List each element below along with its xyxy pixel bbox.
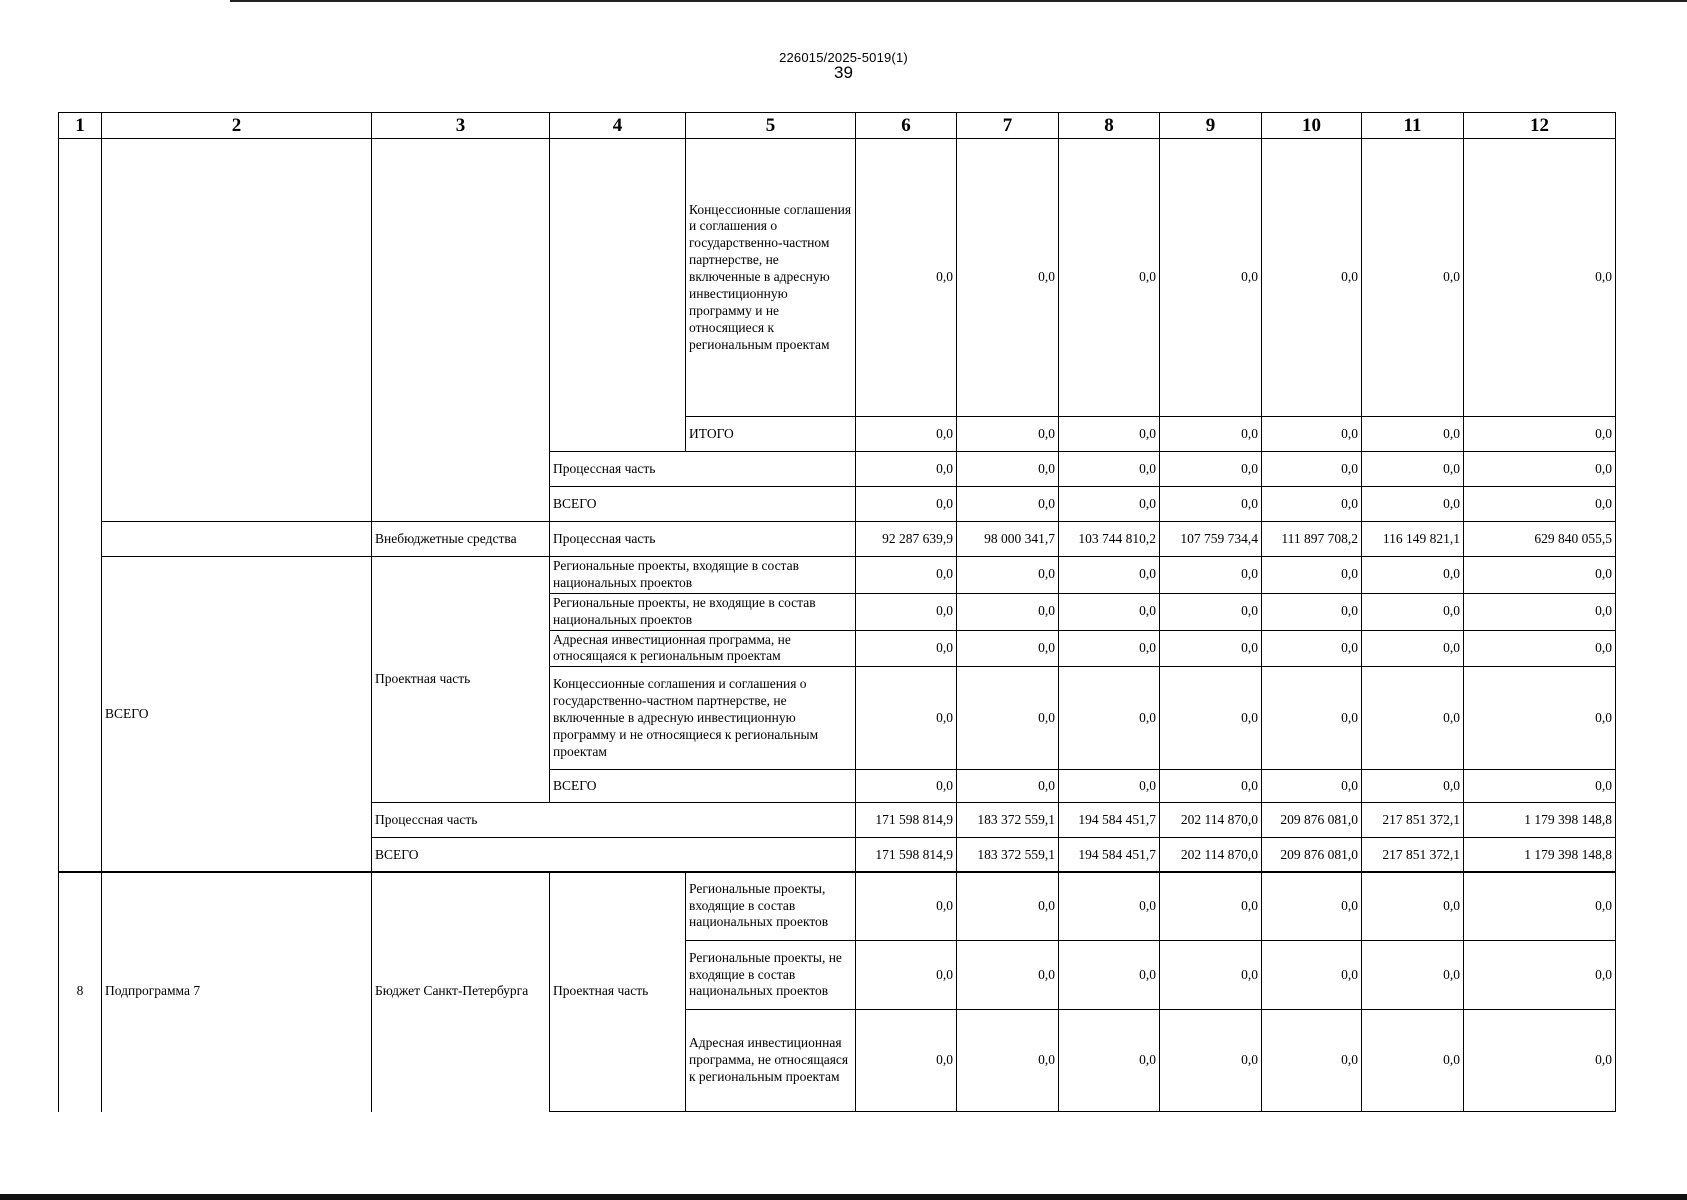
project-type-cell: Региональные проекты, входящие в состав национальных проектов <box>686 872 856 941</box>
value-cell: 1 179 398 148,8 <box>1464 803 1616 838</box>
table-row <box>59 139 1616 417</box>
part-cell <box>550 139 686 452</box>
process-part-label: Процессная часть <box>550 452 856 487</box>
value-cell: 183 372 559,1 <box>957 838 1059 873</box>
name-cell <box>102 139 372 522</box>
project-part-label: Проектная часть <box>550 872 686 1112</box>
value-cell: 0,0 <box>957 593 1059 630</box>
value-cell: 0,0 <box>1059 452 1160 487</box>
value-cell: 0,0 <box>1362 872 1464 941</box>
value-cell: 0,0 <box>1059 593 1160 630</box>
value-cell: 0,0 <box>1160 452 1262 487</box>
value-cell: 0,0 <box>1262 417 1362 452</box>
value-cell: 0,0 <box>1160 770 1262 803</box>
value-cell: 0,0 <box>957 417 1059 452</box>
project-part-label: Проектная часть <box>372 557 550 803</box>
document-id: 226015/2025-5019(1) <box>779 50 908 65</box>
value-cell: 0,0 <box>1262 872 1362 941</box>
value-cell: 0,0 <box>1262 630 1362 667</box>
row-number-cell: 8 <box>59 872 102 1112</box>
value-cell: 0,0 <box>1464 593 1616 630</box>
column-header: 1 <box>59 113 102 139</box>
value-cell: 0,0 <box>1059 487 1160 522</box>
value-cell: 209 876 081,0 <box>1262 838 1362 873</box>
value-cell: 0,0 <box>1464 872 1616 941</box>
value-cell: 0,0 <box>1262 593 1362 630</box>
value-cell: 98 000 341,7 <box>957 522 1059 557</box>
project-type-cell: Концессионные соглашения и соглашения о государственно-частном партнерстве, не включенные в адресную инвестиционную программу и не относящиеся к региональным проектам <box>550 667 856 770</box>
value-cell: 0,0 <box>1160 667 1262 770</box>
value-cell: 0,0 <box>957 139 1059 417</box>
value-cell: 0,0 <box>957 452 1059 487</box>
value-cell: 0,0 <box>1160 872 1262 941</box>
value-cell: 0,0 <box>1362 417 1464 452</box>
value-cell: 0,0 <box>1059 941 1160 1010</box>
column-header: 7 <box>957 113 1059 139</box>
value-cell: 202 114 870,0 <box>1160 838 1262 873</box>
table-row <box>59 557 1616 594</box>
value-cell: 0,0 <box>1262 452 1362 487</box>
value-cell: 0,0 <box>856 593 957 630</box>
page-bottom-border <box>0 1194 1687 1200</box>
value-cell: 0,0 <box>1464 557 1616 594</box>
value-cell: 0,0 <box>1059 630 1160 667</box>
subprogram-table <box>58 871 1616 1112</box>
value-cell: 0,0 <box>856 667 957 770</box>
column-header: 12 <box>1464 113 1616 139</box>
value-cell: 111 897 708,2 <box>1262 522 1362 557</box>
value-cell: 0,0 <box>957 1010 1059 1112</box>
value-cell: 194 584 451,7 <box>1059 803 1160 838</box>
column-header: 11 <box>1362 113 1464 139</box>
value-cell: 0,0 <box>957 667 1059 770</box>
value-cell: 0,0 <box>1362 487 1464 522</box>
value-cell: 0,0 <box>1362 630 1464 667</box>
value-cell: 0,0 <box>1362 557 1464 594</box>
value-cell: 0,0 <box>856 487 957 522</box>
value-cell: 92 287 639,9 <box>856 522 957 557</box>
vsego-label: ВСЕГО <box>550 770 856 803</box>
value-cell: 629 840 055,5 <box>1464 522 1616 557</box>
value-cell: 0,0 <box>1262 557 1362 594</box>
value-cell: 194 584 451,7 <box>1059 838 1160 873</box>
value-cell: 0,0 <box>957 770 1059 803</box>
column-header: 2 <box>102 113 372 139</box>
value-cell: 0,0 <box>1059 139 1160 417</box>
value-cell: 0,0 <box>1160 139 1262 417</box>
value-cell: 0,0 <box>1464 417 1616 452</box>
value-cell: 0,0 <box>856 417 957 452</box>
value-cell: 0,0 <box>1362 770 1464 803</box>
vsego-total-name: ВСЕГО <box>102 557 372 873</box>
value-cell: 0,0 <box>856 872 957 941</box>
column-header: 9 <box>1160 113 1262 139</box>
value-cell: 0,0 <box>1160 1010 1262 1112</box>
table-row <box>59 522 1616 557</box>
vsego-label: ВСЕГО <box>372 838 856 873</box>
value-cell: 0,0 <box>856 770 957 803</box>
value-cell: 0,0 <box>1262 487 1362 522</box>
row-number-cell <box>59 139 102 873</box>
value-cell: 171 598 814,9 <box>856 803 957 838</box>
value-cell: 0,0 <box>856 941 957 1010</box>
value-cell: 0,0 <box>1464 1010 1616 1112</box>
value-cell: 0,0 <box>1362 452 1464 487</box>
value-cell: 217 851 372,1 <box>1362 838 1464 873</box>
value-cell: 0,0 <box>1160 487 1262 522</box>
name-cell <box>102 522 372 557</box>
value-cell: 0,0 <box>1464 770 1616 803</box>
value-cell: 209 876 081,0 <box>1262 803 1362 838</box>
value-cell: 202 114 870,0 <box>1160 803 1262 838</box>
column-header: 4 <box>550 113 686 139</box>
value-cell: 183 372 559,1 <box>957 803 1059 838</box>
column-number-row <box>59 113 1616 139</box>
itogo-label: ИТОГО <box>686 417 856 452</box>
value-cell: 0,0 <box>1262 770 1362 803</box>
value-cell: 0,0 <box>1464 667 1616 770</box>
project-type-cell: Региональные проекты, не входящие в состав национальных проектов <box>550 593 856 630</box>
value-cell: 107 759 734,4 <box>1160 522 1262 557</box>
budget-source: Бюджет Санкт-Петербурга <box>372 872 550 1112</box>
value-cell: 116 149 821,1 <box>1362 522 1464 557</box>
page-top-border <box>230 0 1687 2</box>
page-number: 39 <box>834 63 853 82</box>
project-type-cell: Адресная инвестиционная программа, не относящаяся к региональным проектам <box>550 630 856 667</box>
column-header: 5 <box>686 113 856 139</box>
column-header: 3 <box>372 113 550 139</box>
value-cell: 0,0 <box>1160 593 1262 630</box>
vsego-label: ВСЕГО <box>550 487 856 522</box>
column-header: 6 <box>856 113 957 139</box>
value-cell: 217 851 372,1 <box>1362 803 1464 838</box>
value-cell: 0,0 <box>957 487 1059 522</box>
value-cell: 1 179 398 148,8 <box>1464 838 1616 873</box>
value-cell: 103 744 810,2 <box>1059 522 1160 557</box>
value-cell: 0,0 <box>856 557 957 594</box>
project-type-cell: Региональные проекты, не входящие в состав национальных проектов <box>686 941 856 1010</box>
value-cell: 0,0 <box>957 941 1059 1010</box>
value-cell: 0,0 <box>1464 452 1616 487</box>
value-cell: 0,0 <box>1262 139 1362 417</box>
project-type-cell: Региональные проекты, входящие в состав национальных проектов <box>550 557 856 594</box>
budget-table <box>58 112 1616 873</box>
subprogram-name: Подпрограмма 7 <box>102 872 372 1112</box>
value-cell: 0,0 <box>1464 139 1616 417</box>
value-cell: 0,0 <box>1059 667 1160 770</box>
value-cell: 0,0 <box>856 452 957 487</box>
value-cell: 0,0 <box>1464 487 1616 522</box>
value-cell: 0,0 <box>1059 557 1160 594</box>
value-cell: 0,0 <box>1160 417 1262 452</box>
value-cell: 0,0 <box>1262 1010 1362 1112</box>
extrabudget-label: Внебюджетные средства <box>372 522 550 557</box>
value-cell: 0,0 <box>1262 941 1362 1010</box>
value-cell: 0,0 <box>1059 417 1160 452</box>
value-cell: 171 598 814,9 <box>856 838 957 873</box>
value-cell: 0,0 <box>856 1010 957 1112</box>
value-cell: 0,0 <box>957 557 1059 594</box>
process-part-label: Процессная часть <box>372 803 856 838</box>
value-cell: 0,0 <box>1160 630 1262 667</box>
value-cell: 0,0 <box>1059 872 1160 941</box>
value-cell: 0,0 <box>1362 941 1464 1010</box>
value-cell: 0,0 <box>1160 941 1262 1010</box>
value-cell: 0,0 <box>957 872 1059 941</box>
column-header: 8 <box>1059 113 1160 139</box>
value-cell: 0,0 <box>1362 667 1464 770</box>
value-cell: 0,0 <box>1160 557 1262 594</box>
table-row <box>59 872 1616 941</box>
value-cell: 0,0 <box>1362 593 1464 630</box>
source-cell <box>372 139 550 522</box>
value-cell: 0,0 <box>1362 1010 1464 1112</box>
process-part-label: Процессная часть <box>550 522 856 557</box>
project-type-cell: Концессионные соглашения и соглашения о государственно-частном партнерстве, не включенные в адресную инвестиционную программу и не относящиеся к региональным проектам <box>686 139 856 417</box>
value-cell: 0,0 <box>957 630 1059 667</box>
value-cell: 0,0 <box>1059 1010 1160 1112</box>
value-cell: 0,0 <box>856 630 957 667</box>
value-cell: 0,0 <box>1464 941 1616 1010</box>
value-cell: 0,0 <box>856 139 957 417</box>
value-cell: 0,0 <box>1262 667 1362 770</box>
value-cell: 0,0 <box>1059 770 1160 803</box>
value-cell: 0,0 <box>1362 139 1464 417</box>
column-header: 10 <box>1262 113 1362 139</box>
value-cell: 0,0 <box>1464 630 1616 667</box>
project-type-cell: Адресная инвестиционная программа, не относящаяся к региональным проектам <box>686 1010 856 1112</box>
